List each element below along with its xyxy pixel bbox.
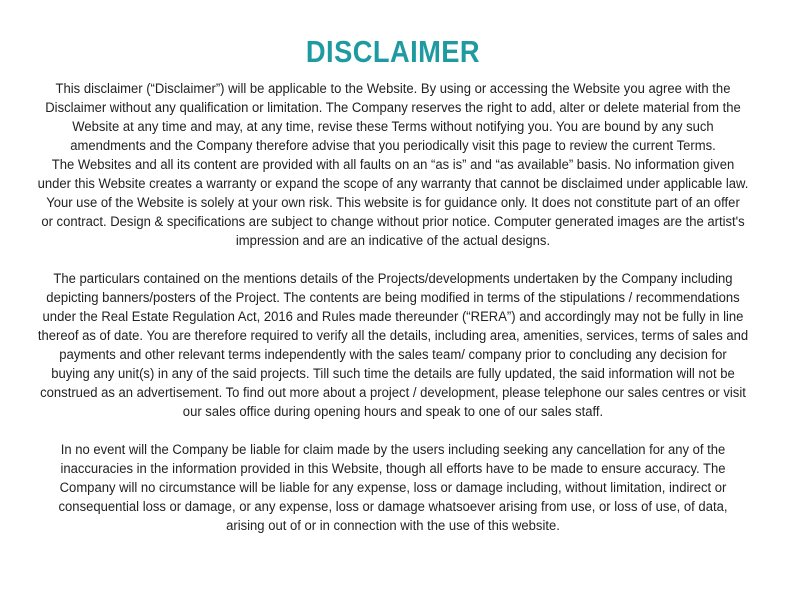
paragraph-line: payments and other relevant terms independently with the sales team/ company prior to concluding any decision for bbox=[59, 347, 727, 363]
paragraph-line: inaccuracies in the information provided in this Website, though all efforts have to be made to ensure accuracy. The bbox=[60, 461, 726, 477]
paragraph-line: consequential loss or damage, or any expense, loss or damage whatsoever arising from use, or loss of use, of data, bbox=[58, 499, 728, 515]
page-title: DISCLAIMER bbox=[305, 34, 481, 69]
paragraph-line: In no event will the Company be liable for claim made by the users including seeking any cancellation for any of the bbox=[60, 442, 726, 458]
paragraph-line: Your use of the Website is solely at your own risk. This website is for guidance only. It does not constitute part of an offer bbox=[46, 195, 740, 211]
paragraph-line: Website at any time and may, at any time, revise these Terms without notifying you. You are bound by any such bbox=[72, 119, 714, 135]
paragraph-line: impression and are an indicative of the actual designs. bbox=[235, 233, 551, 249]
disclaimer-paragraph-3 bbox=[19, 441, 766, 536]
paragraph-line: arising out of or in connection with the use of this website. bbox=[226, 518, 560, 534]
paragraph-line: under this Website creates a warranty or expand the scope of any warranty that cannot be disclaimed under applicable law. bbox=[37, 176, 749, 192]
paragraph-line: buying any unit(s) in any of the said projects. Till such time the details are fully updated, the said information will not be bbox=[51, 366, 735, 382]
paragraph-line: construed as an advertisement. To find out more about a project / development, please telephone our sales centres or visit bbox=[40, 385, 746, 401]
paragraph-line: our sales office during opening hours and speak to one of our sales staff. bbox=[182, 404, 604, 420]
paragraph-line: thereof as of date. You are therefore required to verify all the details, including area, amenities, services, terms of sales and bbox=[37, 328, 749, 344]
disclaimer-paragraph-1 bbox=[19, 80, 766, 251]
paragraph-line: The particulars contained on the mentions details of the Projects/developments undertaken by the Company including bbox=[53, 271, 733, 287]
paragraph-line: Company will no circumstance will be liable for any expense, loss or damage including, without limitation, indirect or bbox=[59, 480, 727, 496]
paragraph-line: amendments and the Company therefore advise that you periodically visit this page to review the current Terms. bbox=[70, 138, 716, 154]
paragraph-line: depicting banners/posters of the Project. The contents are being modified in terms of the stipulations / recommendations bbox=[46, 290, 740, 306]
paragraph-line: or contract. Design & specifications are subject to change without prior notice. Computer generated images are the artist's bbox=[41, 214, 745, 230]
paragraph-line: This disclaimer (“Disclaimer”) will be applicable to the Website. By using or accessing the Website you agree with the bbox=[55, 81, 731, 97]
paragraph-line: under the Real Estate Regulation Act, 2016 and Rules made thereunder (“RERA”) and accordingly may not be fully in line bbox=[42, 309, 744, 325]
paragraph-line: The Websites and all its content are provided with all faults on an “as is” and “as available” basis. No information given bbox=[51, 157, 735, 173]
disclaimer-paragraph-2 bbox=[19, 270, 766, 422]
paragraph-line: Disclaimer without any qualification or limitation. The Company reserves the right to add, alter or delete material from the bbox=[45, 100, 741, 116]
